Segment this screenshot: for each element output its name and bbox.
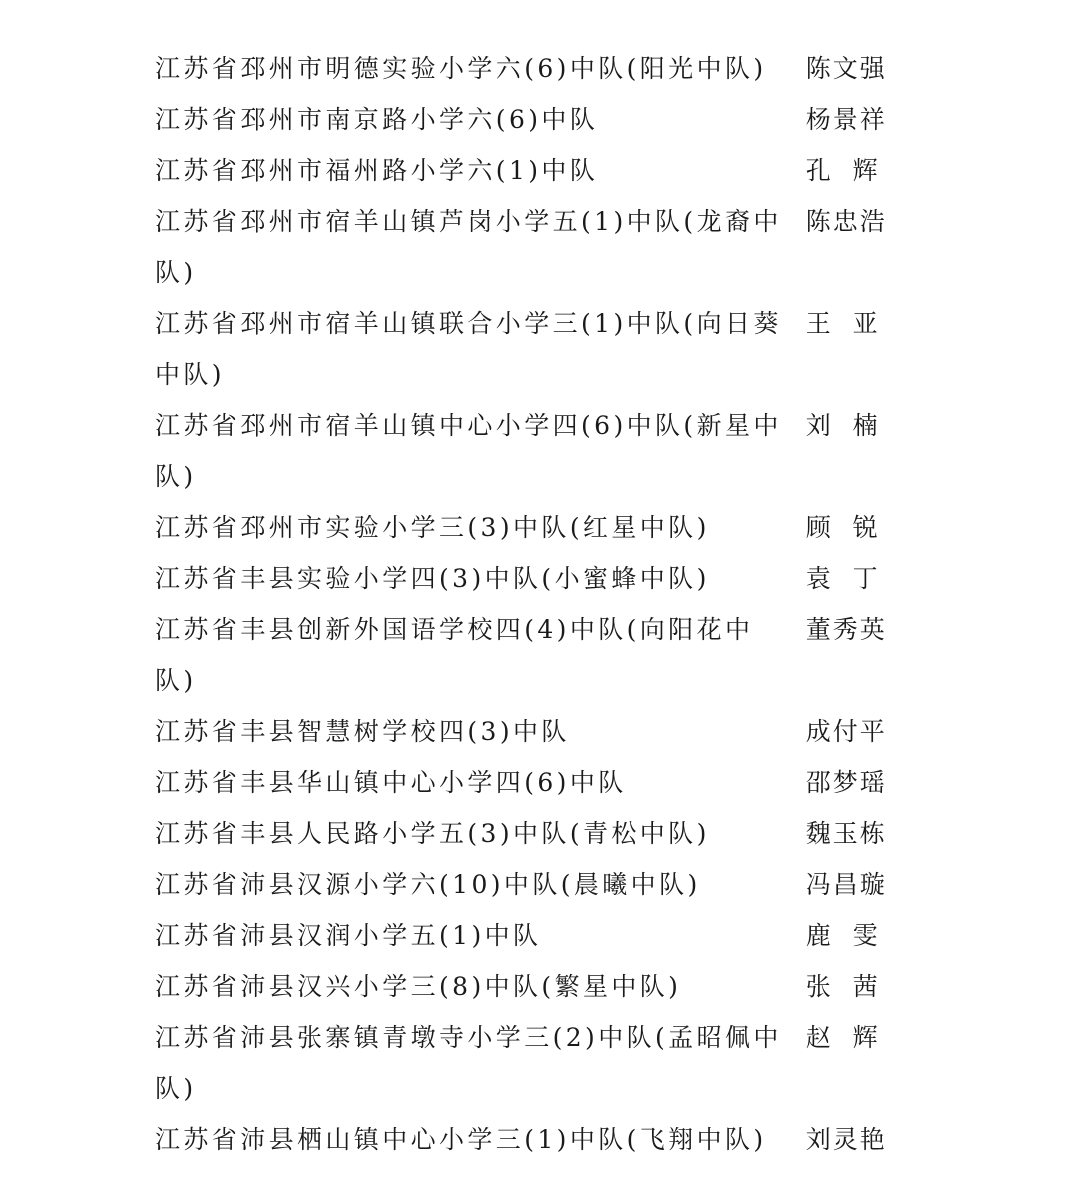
squadron-name: 江苏省邳州市福州路小学六(1)中队 — [155, 156, 599, 185]
squadron-name: 江苏省丰县创新外国语学校四(4)中队(向阳花中队) — [155, 615, 754, 695]
list-item — [155, 1114, 915, 1165]
honoree-list — [155, 43, 915, 1165]
list-item — [155, 94, 915, 145]
counselor-name: 冯昌璇 — [805, 870, 887, 899]
squadron-name: 江苏省沛县张寨镇青墩寺小学三(2)中队(孟昭佩中队) — [155, 1023, 782, 1103]
counselor-name: 魏玉栋 — [805, 819, 887, 848]
counselor-name: 王 亚 — [805, 309, 880, 338]
squadron-name: 江苏省邳州市实验小学三(3)中队(红星中队) — [155, 513, 710, 542]
list-item — [155, 196, 915, 298]
counselor-name: 孔 辉 — [805, 156, 880, 185]
counselor-name: 陈忠浩 — [805, 207, 887, 236]
list-item — [155, 706, 915, 757]
counselor-name: 陈文强 — [805, 54, 887, 83]
list-item — [155, 43, 915, 94]
counselor-name: 成付平 — [805, 717, 887, 746]
squadron-name: 江苏省沛县汉兴小学三(8)中队(繁星中队) — [155, 972, 682, 1001]
list-item — [155, 961, 915, 1012]
list-item — [155, 502, 915, 553]
list-item — [155, 910, 915, 961]
squadron-name: 江苏省丰县智慧树学校四(3)中队 — [155, 717, 570, 746]
list-item — [155, 859, 915, 910]
squadron-name: 江苏省丰县实验小学四(3)中队(小蜜蜂中队) — [155, 564, 710, 593]
squadron-name: 江苏省沛县栖山镇中心小学三(1)中队(飞翔中队) — [155, 1125, 767, 1154]
squadron-name: 江苏省丰县人民路小学五(3)中队(青松中队) — [155, 819, 710, 848]
list-item — [155, 400, 915, 502]
counselor-name: 杨景祥 — [805, 105, 887, 134]
counselor-name: 张 茜 — [805, 972, 880, 1001]
list-item — [155, 1012, 915, 1114]
squadron-name: 江苏省丰县华山镇中心小学四(6)中队 — [155, 768, 627, 797]
list-item — [155, 553, 915, 604]
list-item — [155, 757, 915, 808]
squadron-name: 江苏省沛县汉源小学六(10)中队(晨曦中队) — [155, 870, 701, 899]
counselor-name: 邵梦瑶 — [805, 768, 887, 797]
counselor-name: 董秀英 — [805, 615, 887, 644]
counselor-name: 顾 锐 — [805, 513, 880, 542]
list-item — [155, 298, 915, 400]
counselor-name: 鹿 雯 — [805, 921, 880, 950]
counselor-name: 刘 楠 — [805, 411, 880, 440]
squadron-name: 江苏省沛县汉润小学五(1)中队 — [155, 921, 542, 950]
list-item — [155, 808, 915, 859]
list-item — [155, 604, 915, 706]
list-item — [155, 145, 915, 196]
squadron-name: 江苏省邳州市宿羊山镇中心小学四(6)中队(新星中队) — [155, 411, 782, 491]
squadron-name: 江苏省邳州市明德实验小学六(6)中队(阳光中队) — [155, 54, 767, 83]
counselor-name: 赵 辉 — [805, 1023, 880, 1052]
squadron-name: 江苏省邳州市宿羊山镇芦岗小学五(1)中队(龙裔中队) — [155, 207, 782, 287]
squadron-name: 江苏省邳州市宿羊山镇联合小学三(1)中队(向日葵中队) — [155, 309, 782, 389]
counselor-name: 袁 丁 — [805, 564, 880, 593]
squadron-name: 江苏省邳州市南京路小学六(6)中队 — [155, 105, 599, 134]
counselor-name: 刘灵艳 — [805, 1125, 887, 1154]
